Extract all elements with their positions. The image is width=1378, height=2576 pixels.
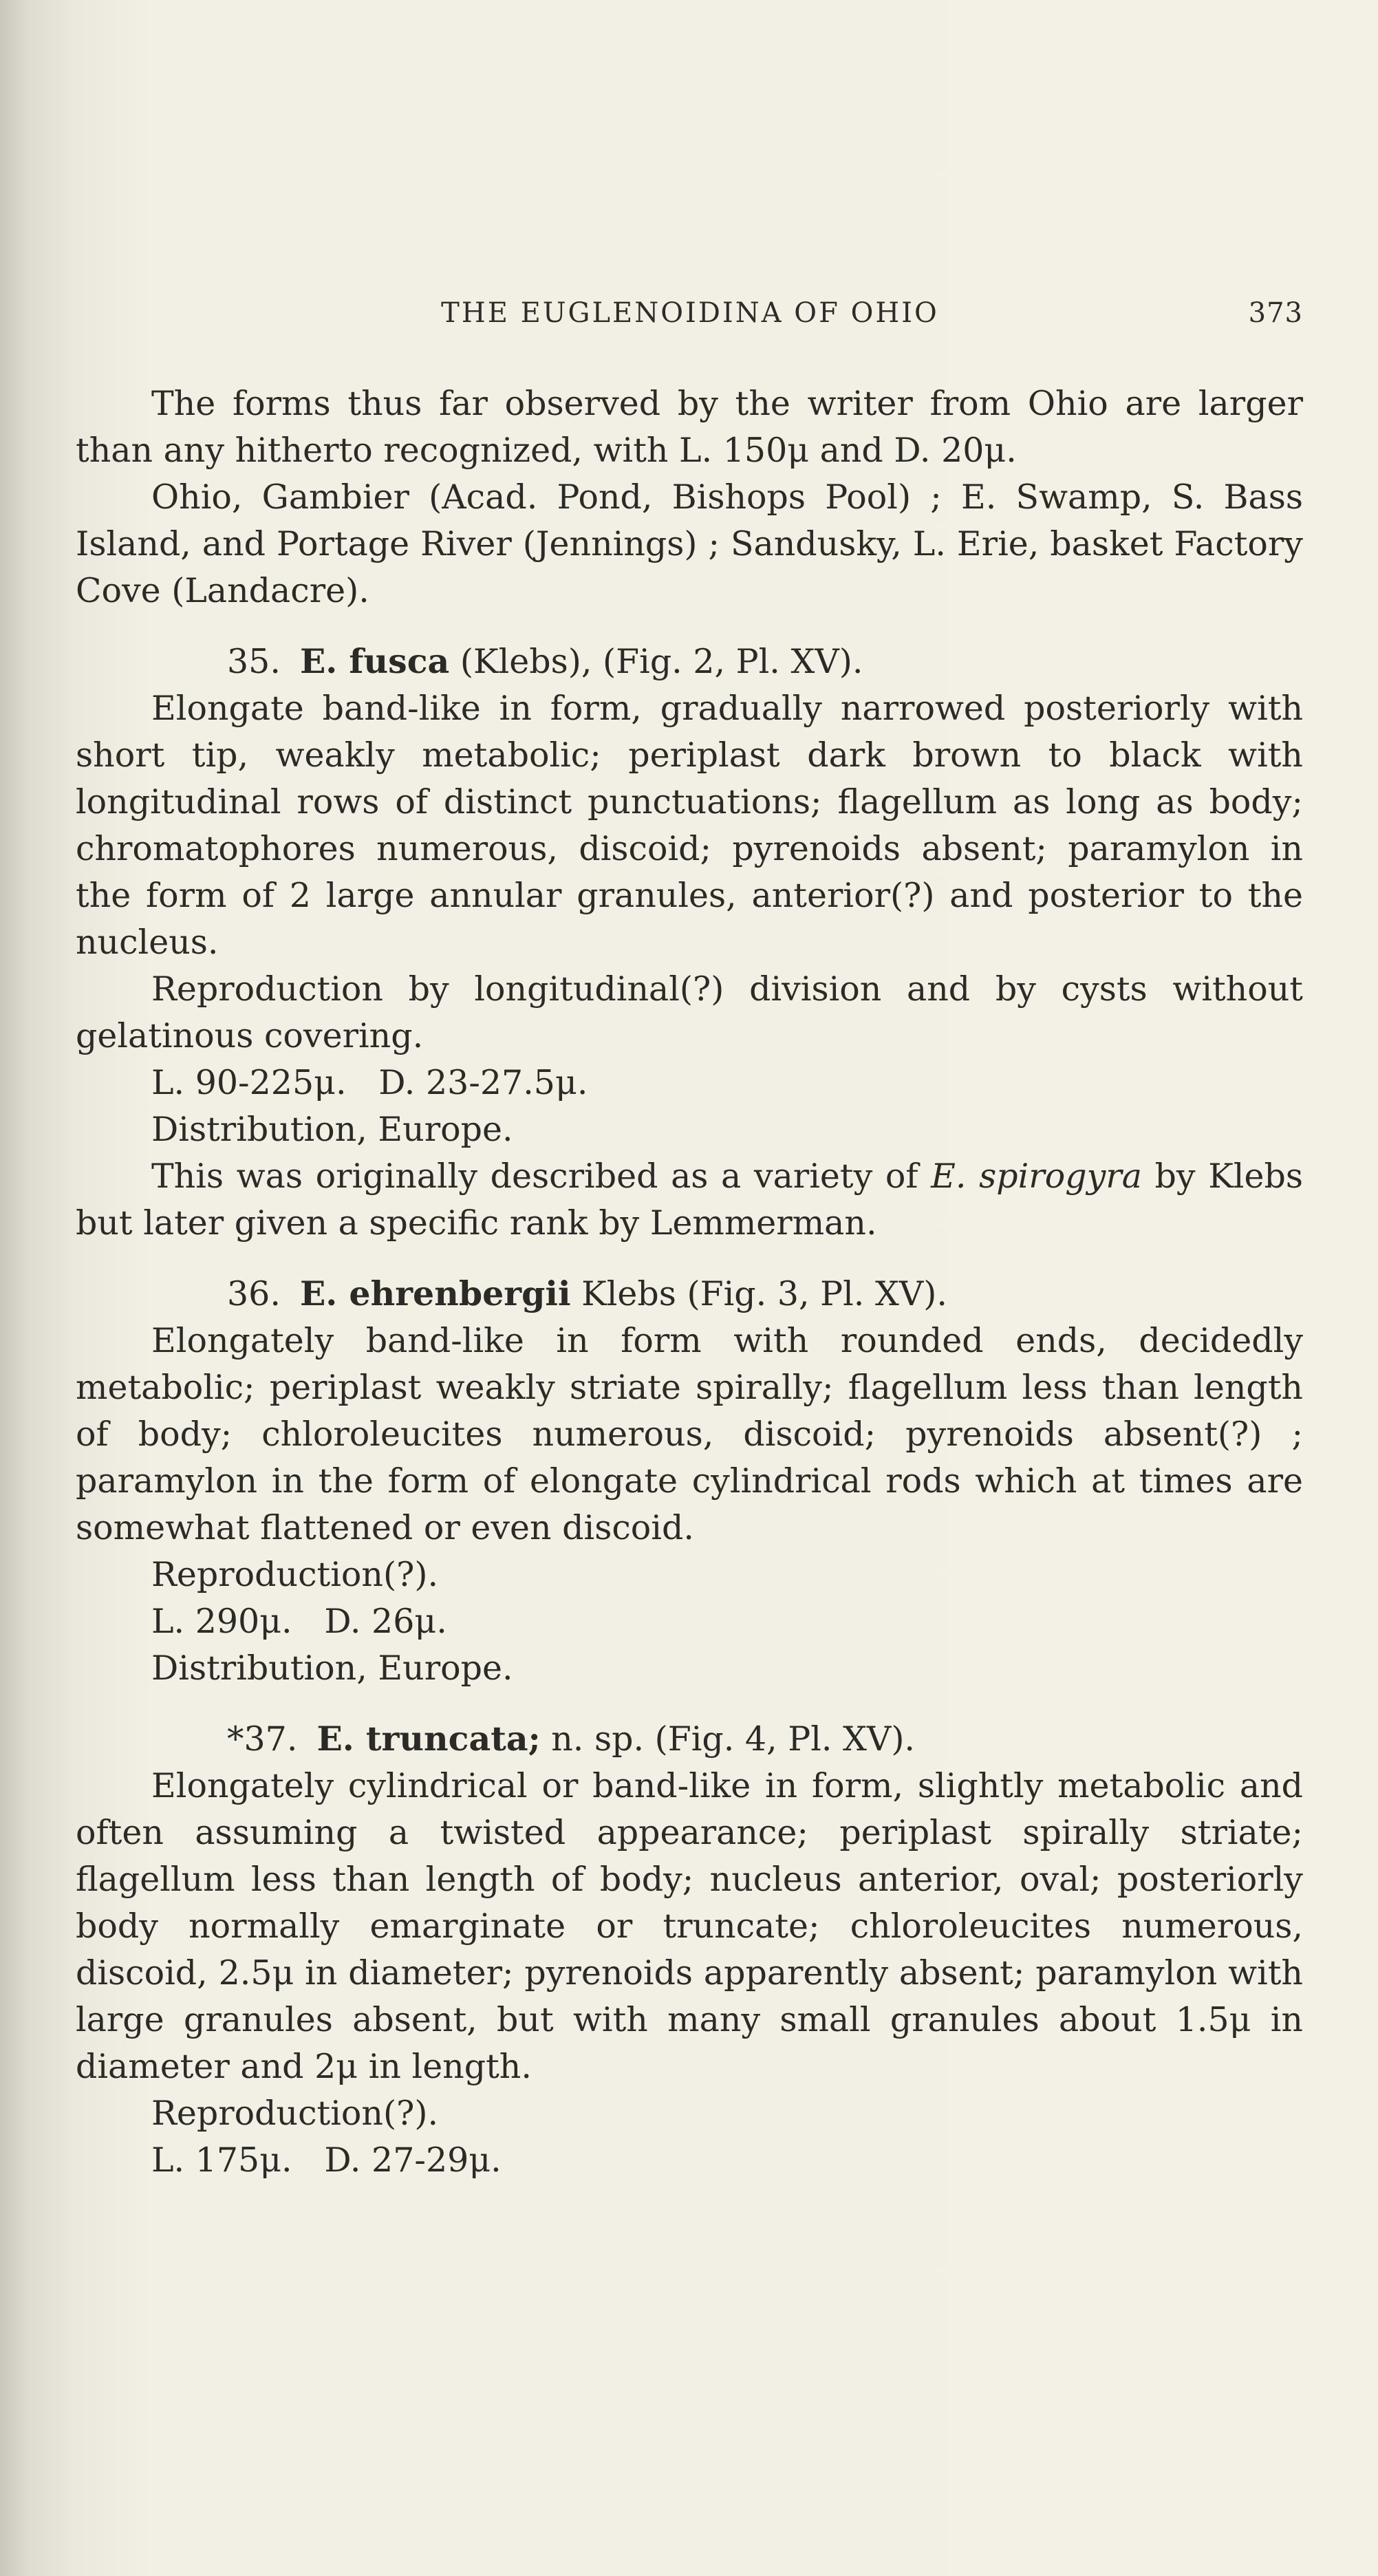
species-heading-rest: Klebs (Fig. 3, Pl. XV).: [570, 1274, 947, 1313]
species-36-reproduction: Reproduction(?).: [151, 1555, 439, 1594]
species-37-reproduction: Reproduction(?).: [151, 2094, 439, 2133]
species-heading-rest: n. sp. (Fig. 4, Pl. XV).: [540, 1719, 916, 1759]
species-35-reproduction: Reproduction by longitudinal(?) division and by cysts without gelatinous covering.: [76, 969, 1303, 1055]
species-number: *37.: [227, 1719, 298, 1759]
running-head: [77, 297, 1303, 339]
species-36-measurements: [76, 1598, 1303, 1645]
species-37-description: Elongately cylindrical or band-like in form, slightly metabolic and often assuming a twisted appearance; periplast spirally striate; flagellum less than length of body; nucleus anterior, oval; posteriorly body normally emarginate or truncate; chloroleucites numerous, discoid, 2.5μ in diameter; pyrenoids apparently absent; paramylon with large granules absent, but with many small granules about 1.5μ in diameter and 2μ in length.: [76, 1766, 1303, 2086]
species-number: 35.: [227, 642, 281, 681]
species-name: E. truncata;: [316, 1719, 541, 1759]
species-36-description: Elongately band-like in form with rounded ends, decidedly metabolic; periplast weakly striate spirally; flagellum less than length of body; chloroleucites numerous, discoid; pyrenoids absent(?) ; paramylon in the form of elongate cylindrical rods which at times are somewhat flattened or even discoid.: [76, 1321, 1303, 1547]
note-text-end: by Klebs but later given a specific rank by Lemmerman.: [76, 1157, 1303, 1243]
measurements-text: L. 290μ. D. 26μ.: [151, 1602, 447, 1641]
body-text: [76, 380, 1303, 2184]
note-text: This was originally described as a variety of: [151, 1157, 932, 1196]
species-name: E. ehrenbergii: [299, 1274, 571, 1313]
species-37-heading: [76, 1715, 1303, 1763]
species-36-heading: [76, 1270, 1303, 1318]
note-italic-name: E. spirogyra: [931, 1157, 1142, 1196]
species-36-distribution: Distribution, Europe.: [151, 1649, 513, 1688]
locality-paragraph: Ohio, Gambier (Acad. Pond, Bishops Pool) ; E. Swamp, S. Bass Island, and Portage River (Jennings) ; Sandusky, L. Erie, basket Factory Cove (Landacre).: [76, 477, 1303, 610]
species-number: 36.: [227, 1274, 281, 1313]
section-gap: [76, 1692, 1303, 1715]
measurements-text: L. 175μ. D. 27-29μ.: [151, 2140, 502, 2180]
species-35-measurements: [76, 1060, 1303, 1106]
species-35-description: Elongate band-like in form, gradually narrowed posteriorly with short tip, weakly metabolic; periplast dark brown to black with longitudinal rows of distinct punctuations; flagellum as long as body; chromatophores numerous, discoid; pyrenoids absent; paramylon in the form of 2 large annular granules, anterior(?) and posterior to the nucleus.: [76, 689, 1303, 962]
intro-paragraph: The forms thus far observed by the writer from Ohio are larger than any hitherto recognized, with L. 150μ and D. 20μ.: [76, 384, 1303, 470]
species-35-note: [76, 1153, 1303, 1247]
species-heading-rest: (Klebs), (Fig. 2, Pl. XV).: [449, 642, 863, 681]
section-gap: [76, 1247, 1303, 1270]
species-35-distribution: Distribution, Europe.: [151, 1110, 513, 1149]
section-gap: [76, 614, 1303, 638]
page-number: 373: [1248, 297, 1303, 329]
species-37-measurements: [76, 2137, 1303, 2184]
running-title: THE EUGLENOIDINA OF OHIO: [441, 297, 939, 329]
measurements-text: L. 90-225μ. D. 23-27.5μ.: [151, 1063, 588, 1102]
species-35-heading: [76, 638, 1303, 685]
species-name: E. fusca: [299, 641, 450, 681]
